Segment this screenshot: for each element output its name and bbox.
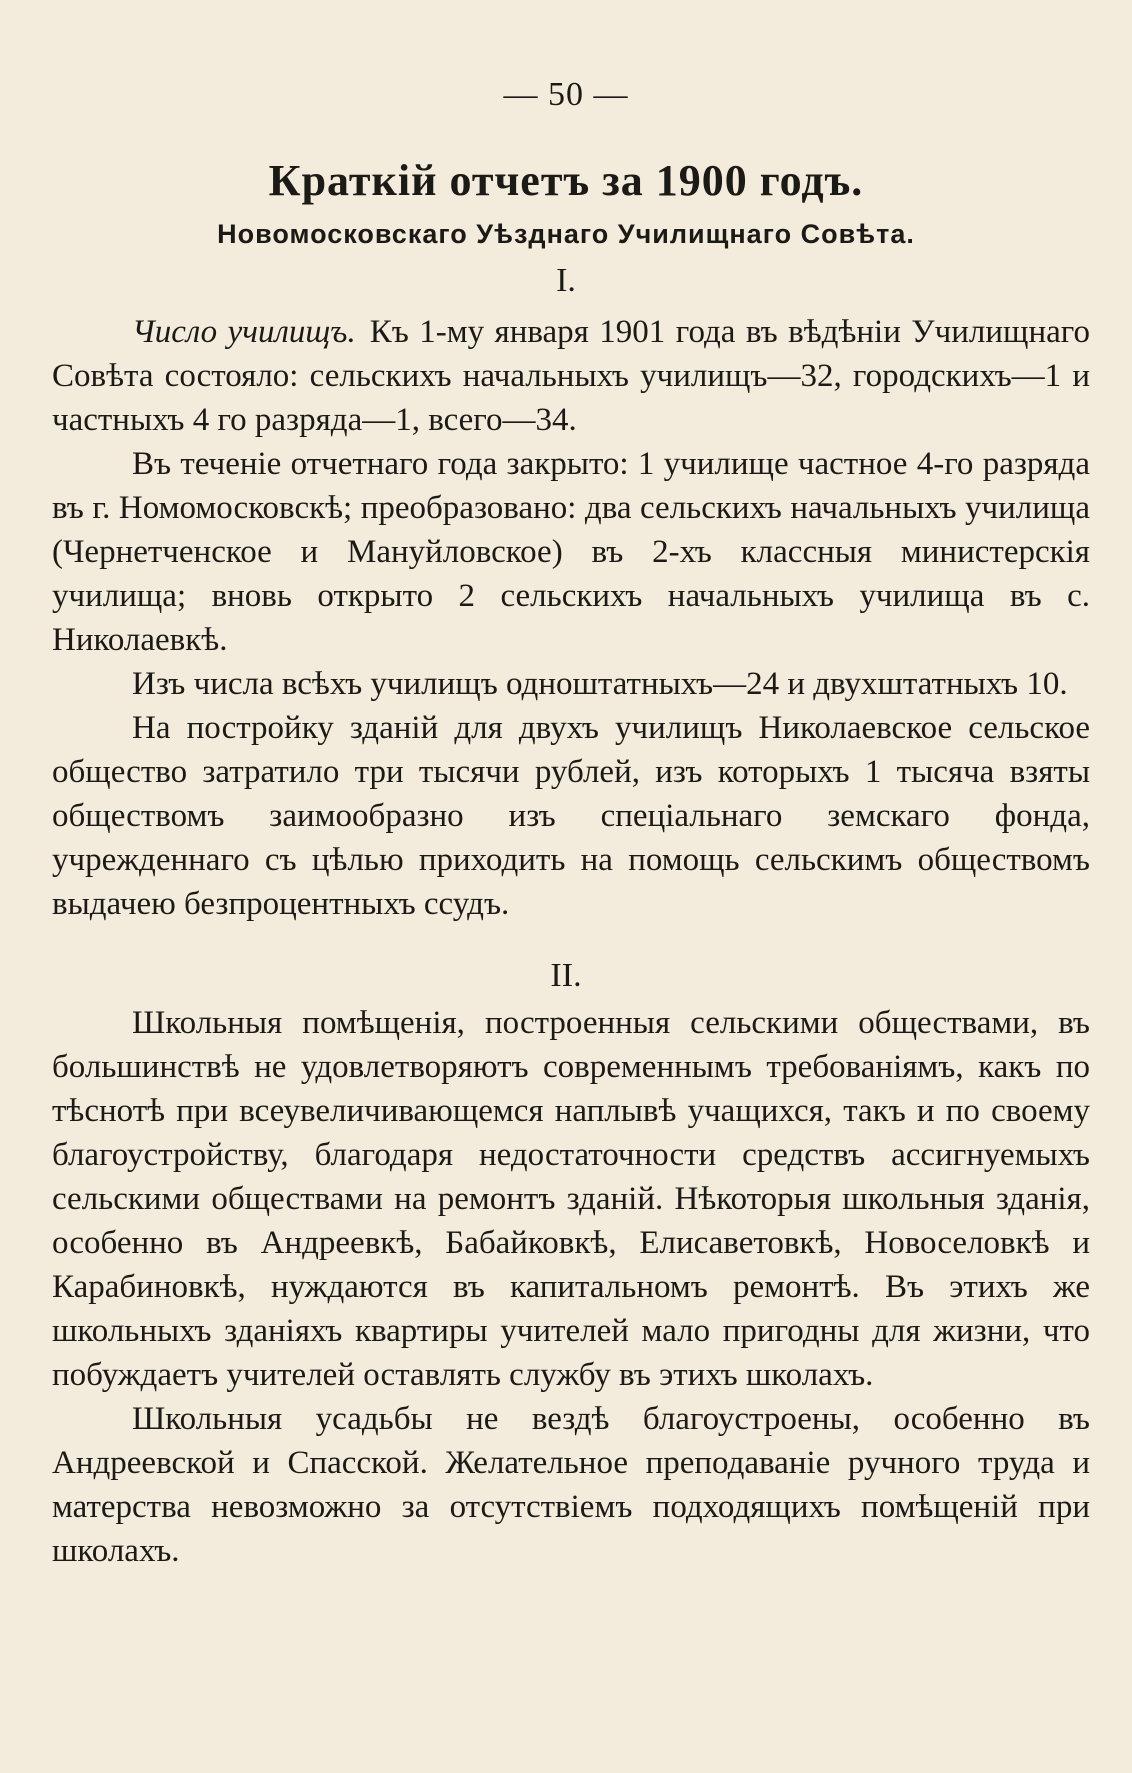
section-2-heading: II.	[550, 957, 582, 994]
paragraph-closures: Въ теченіе отчетнаго года закрыто: 1 училище частное 4-го разряда въ г. Номомосковскѣ; преобразовано: два сельскихъ начальныхъ училища (Чернетченское и Мануйловское) въ 2-хъ классныя министерскія училища; вновь открыто 2 сельскихъ начальныхъ училища въ с. Николаевкѣ.	[52, 446, 1090, 658]
section-1-heading: I.	[556, 262, 576, 299]
paragraph-construction: На постройку зданій для двухъ училищъ Николаевское сельское общество затратило три тысячи рублей, изъ которыхъ 1 тысяча взяты обществомъ заимообразно изъ спеціальнаго земскаго фонда, учрежденнаго съ цѣлью приходить на помощь сельскимъ обществомъ выдачею безпроцентныхъ ссудъ.	[52, 710, 1090, 922]
paragraph-text: Къ 1-му января 1901 года въ вѣдѣніи Училищнаго Совѣта состояло: сельскихъ начальныхъ училищъ—32, городскихъ—1 и частныхъ 4 го разряда—1, всего—34.	[52, 314, 1090, 438]
paragraph-school-count	[52, 310, 1090, 442]
paragraph-school-grounds: Школьныя усадьбы не вездѣ благоустроены, особенно въ Андреевской и Спасской. Желательное преподаваніе ручного труда и матерства невозможно за отсутствіемъ подходящихъ помѣщеній при школахъ.	[52, 1401, 1090, 1569]
paragraph-lead: Число училищъ.	[132, 314, 356, 350]
section-2-body	[52, 1001, 1090, 1573]
paragraph-staffing: Изъ числа всѣхъ училищъ одноштатныхъ—24 и двухштатныхъ 10.	[132, 666, 1068, 702]
report-subtitle: Новомосковскаго Уѣзднаго Училищнаго Совѣта.	[217, 219, 915, 249]
report-title: Краткій отчетъ за 1900 годъ.	[268, 156, 864, 205]
paragraph-school-premises: Школьныя помѣщенія, построенныя сельскими обществами, въ большинствѣ не удовлетворяютъ современнымъ требованіямъ, какъ по тѣснотѣ при всеувеличивающемся наплывѣ учащихся, такъ и по своему благоустройству, благодаря недостаточности средствъ ассигнуемыхъ сельскими обществами на ремонтъ зданій. Нѣкоторыя школьныя зданія, особенно въ Андреевкѣ, Бабайковкѣ, Елисаветовкѣ, Новоселовкѣ и Карабиновкѣ, нуждаются въ капитальномъ ремонтѣ. Въ этихъ же школьныхъ зданіяхъ квартиры учителей мало пригодны для жизни, что побуждаетъ учителей оставлять службу въ этихъ школахъ.	[52, 1005, 1090, 1393]
page-number: — 50 —	[503, 76, 629, 113]
section-1-body	[52, 310, 1090, 926]
